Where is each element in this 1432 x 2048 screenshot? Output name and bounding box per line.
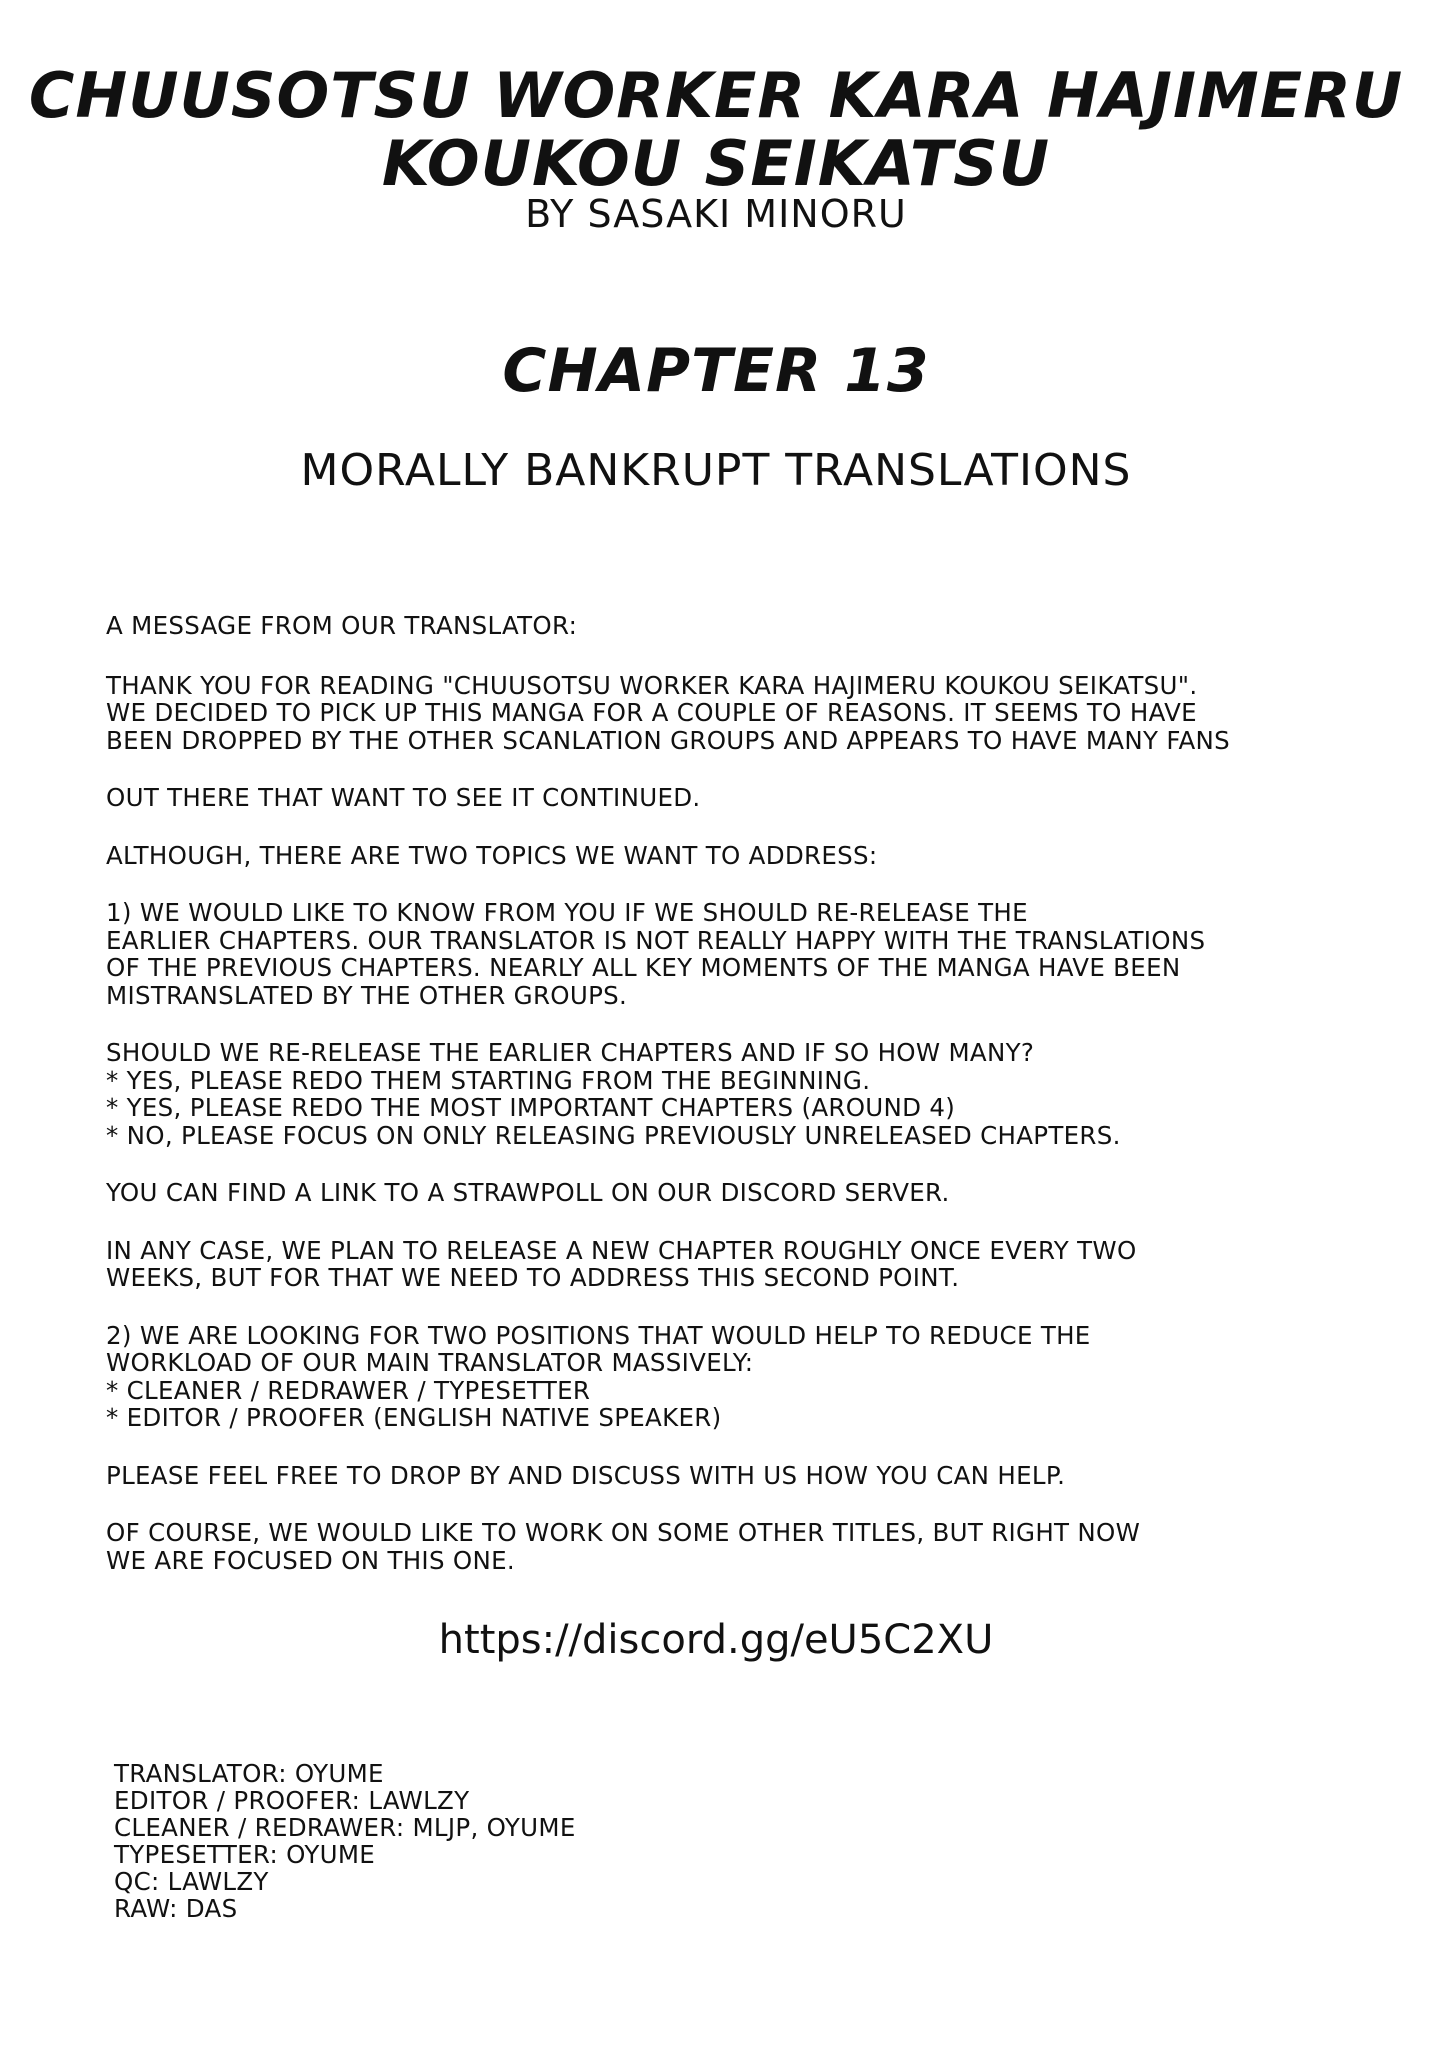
message-paragraph-3: ALTHOUGH, THERE ARE TWO TOPICS WE WANT TO ADDRESS: bbox=[106, 840, 878, 870]
message-paragraph-4: 1) WE WOULD LIKE TO KNOW FROM YOU IF WE SHOULD RE-RELEASE THE EARLIER CHAPTERS. OUR TRANSLATOR IS NOT REALLY HAPPY WITH THE TRANSLATIONS OF THE PREVIOUS CHAPTERS. NEARLY ALL KEY MOMENTS OF THE MANGA HAVE BEEN MISTRANSLATED BY THE OTHER GROUPS. bbox=[106, 898, 1206, 1010]
credit-line: RAW: DAS bbox=[114, 1894, 238, 1923]
author-byline: BY SASAKI MINORU bbox=[525, 192, 907, 236]
group-name: MORALLY BANKRUPT TRANSLATIONS bbox=[300, 445, 1132, 496]
message-paragraph-1: THANK YOU FOR READING "CHUUSOTSU WORKER KARA HAJIMERU KOUKOU SEIKATSU". WE DECIDED TO PICK UP THIS MANGA FOR A COUPLE OF REASONS. IT SEEMS TO HAVE BEEN DROPPED BY THE OTHER SCANLATION GROUPS AND APPEARS TO HAVE MANY FANS bbox=[106, 670, 1231, 755]
message-paragraph-10: OF COURSE, WE WOULD LIKE TO WORK ON SOME OTHER TITLES, BUT RIGHT NOW WE ARE FOCUSED ON THIS ONE. bbox=[106, 1518, 1141, 1575]
credit-line: EDITOR / PROOFER: LAWLZY bbox=[114, 1786, 470, 1815]
series-title: CHUUSOTSU WORKER KARA HAJIMERU KOUKOU SEIKATSU bbox=[28, 59, 1404, 200]
credit-line: QC: LAWLZY bbox=[114, 1867, 269, 1896]
discord-link[interactable]: https://discord.gg/eU5C2XU bbox=[438, 1617, 994, 1663]
message-paragraph-2: OUT THERE THAT WANT TO SEE IT CONTINUED. bbox=[106, 783, 701, 812]
staff-credits bbox=[114, 1760, 576, 1922]
chapter-number: CHAPTER 13 bbox=[502, 336, 930, 406]
message-paragraph-6: YOU CAN FIND A LINK TO A STRAWPOLL ON OUR DISCORD SERVER. bbox=[106, 1178, 950, 1207]
message-paragraph-8: 2) WE ARE LOOKING FOR TWO POSITIONS THAT WOULD HELP TO REDUCE THE WORKLOAD OF OUR MAIN TRANSLATOR MASSIVELY: * CLEANER / REDRAWER / TYPESETTER * EDITOR / PROOFER (ENGLISH NATIVE SPEAKER) bbox=[106, 1320, 1091, 1432]
translator-message bbox=[106, 612, 1366, 1604]
message-paragraph-9: PLEASE FEEL FREE TO DROP BY AND DISCUSS WITH US HOW YOU CAN HELP. bbox=[106, 1460, 1066, 1490]
credit-line: TYPESETTER: OYUME bbox=[114, 1840, 376, 1869]
message-paragraph-5: SHOULD WE RE-RELEASE THE EARLIER CHAPTERS AND IF SO HOW MANY? * YES, PLEASE REDO THEM STARTING FROM THE BEGINNING. * YES, PLEASE REDO THE MOST IMPORTANT CHAPTERS (AROUND 4) * NO, PLEASE FOCUS ON ONLY RELEASING PREVIOUSLY UNRELEASED CHAPTERS. bbox=[106, 1038, 1121, 1150]
credit-line: TRANSLATOR: OYUME bbox=[114, 1759, 384, 1788]
message-paragraph-7: IN ANY CASE, WE PLAN TO RELEASE A NEW CHAPTER ROUGHLY ONCE EVERY TWO WEEKS, BUT FOR THAT WE NEED TO ADDRESS THIS SECOND POINT. bbox=[106, 1235, 1137, 1292]
credit-line: CLEANER / REDRAWER: MLJP, OYUME bbox=[114, 1813, 576, 1842]
message-heading: A MESSAGE FROM OUR TRANSLATOR: bbox=[106, 611, 578, 640]
